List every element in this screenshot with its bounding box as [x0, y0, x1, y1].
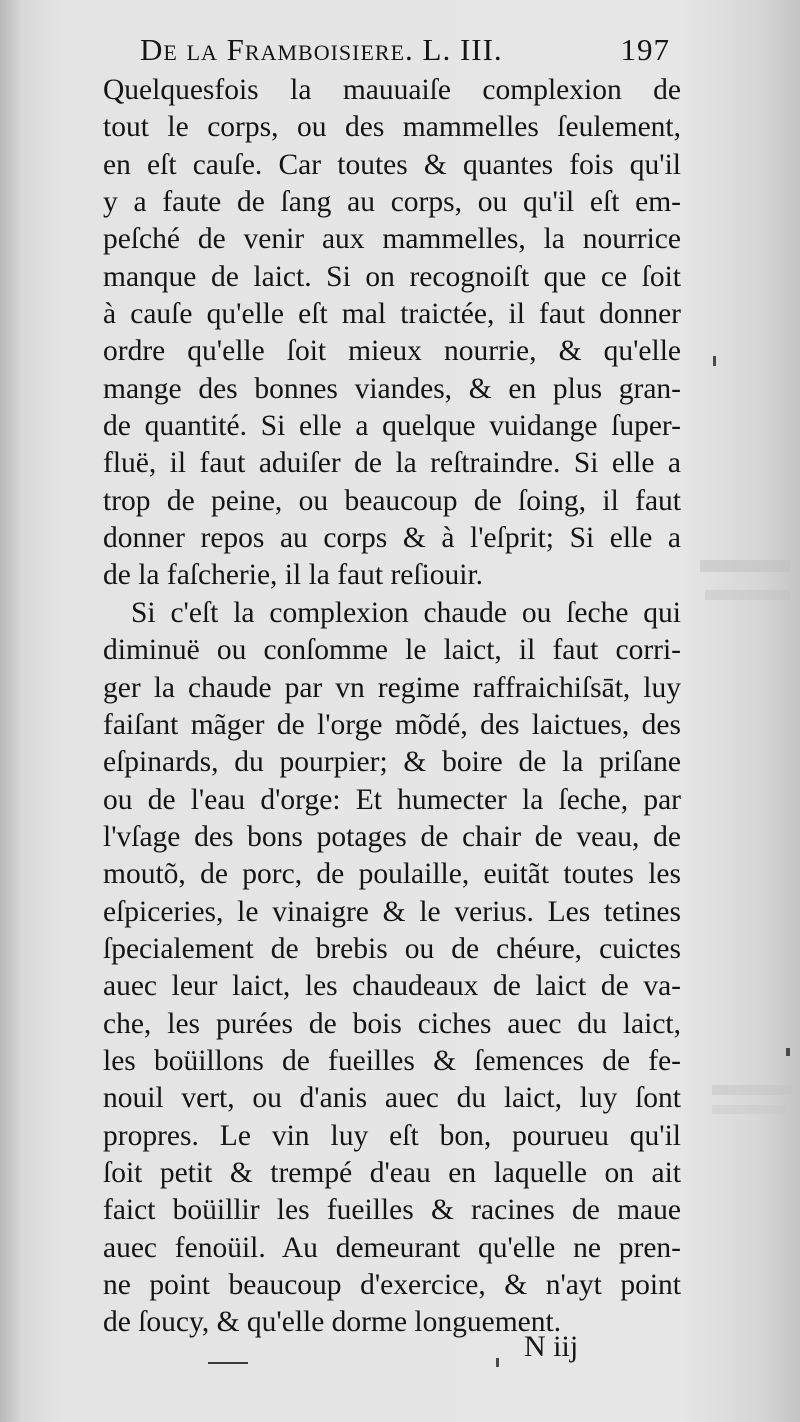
text-line: mange des bonnes viandes, & en plus gran- — [103, 372, 681, 405]
text-line: Quelquesfois la mauuaiſe complexion de — [103, 74, 681, 106]
footer-rule — [208, 1362, 248, 1364]
page-number: 197 — [620, 32, 670, 67]
text-line: donner repos au corps & à l'eſprit; Si elle a — [103, 522, 681, 555]
text-line: ordre qu'elle ſoit mieux nourrie, & qu'elle — [103, 335, 681, 368]
text-line: faiſant mãger de l'orge mõdé, des laictues, des — [103, 708, 681, 741]
paragraph — [103, 72, 681, 595]
running-header — [140, 32, 670, 72]
running-title: De la Framboisiere. L. III. — [140, 32, 503, 67]
text-line: peſché de venir aux mammelles, la nourrice — [103, 223, 681, 256]
text-line: manque de laict. Si on recognoiſt que ce ſoit — [103, 260, 681, 293]
text-line: fluë, il faut aduiſer de la reſtraindre. Si elle a — [103, 447, 681, 480]
show-through-shadow — [700, 560, 790, 572]
text-line: auec leur laict, les chaudeaux de laict de va- — [103, 970, 681, 1003]
text-line: faict boüillir les fueilles & racines de maue — [103, 1194, 681, 1227]
ink-speck — [786, 1048, 790, 1056]
text-line: eſpiceries, le vinaigre & le verius. Les tetines — [103, 895, 681, 928]
text-line: ou de l'eau d'orge: Et humecter la ſeche, par — [103, 783, 681, 816]
text-line: Si c'eſt la complexion chaude ou ſeche qui — [131, 596, 681, 629]
text-line: trop de peine, ou beaucoup de ſoing, il faut — [103, 484, 681, 517]
text-line: ſpecialement de brebis ou de chéure, cuictes — [103, 932, 681, 965]
text-line: l'vſage des bons potages de chair de veau, de — [103, 820, 681, 853]
text-line: les boüillons de fueilles & ſemences de fe- — [103, 1044, 681, 1077]
text-line: à cauſe qu'elle eſt mal traictée, il faut donner — [103, 298, 681, 331]
text-line: propres. Le vin luy eſt bon, pourueu qu'il — [103, 1119, 681, 1152]
show-through-shadow — [712, 1085, 792, 1095]
ink-speck — [713, 356, 716, 366]
text-line: ſoit petit & trempé d'eau en laquelle on ait — [103, 1156, 681, 1189]
text-line: ne point beaucoup d'exercice, & n'ayt point — [103, 1269, 681, 1301]
ink-speck — [496, 1358, 499, 1367]
text-line: de la faſcherie, il la faut reſiouir. — [103, 559, 484, 592]
text-line: eſpinards, du pourpier; & boire de la priſane — [103, 746, 681, 779]
text-line: tout le corps, ou des mammelles ſeulement, — [103, 111, 681, 144]
show-through-shadow — [712, 1105, 787, 1114]
text-line: che, les purées de bois ciches auec du laict, — [103, 1007, 681, 1040]
text-line: y a faute de ſang au corps, ou qu'il eſt em- — [103, 186, 681, 219]
text-line: diminuë ou conſomme le laict, il faut corri- — [103, 634, 681, 667]
text-line: ger la chaude par vn regime raffraichiſsāt, luy — [103, 671, 681, 704]
page-body — [103, 72, 681, 1342]
text-line: moutõ, de porc, de poulaille, euitãt toutes les — [103, 858, 681, 891]
text-line: de ſoucy, & qu'elle dorme longuement. — [103, 1306, 562, 1339]
text-line: nouil vert, ou d'anis auec du laict, luy ſont — [103, 1082, 681, 1115]
signature-mark: N iij — [524, 1330, 579, 1363]
text-line: auec fenoüil. Au demeurant qu'elle ne pren- — [103, 1231, 681, 1264]
show-through-shadow — [705, 590, 790, 600]
text-line: en eſt cauſe. Car toutes & quantes fois qu'il — [103, 148, 681, 181]
paragraph — [103, 595, 681, 1342]
text-line: de quantité. Si elle a quelque vuidange ſuper- — [103, 410, 681, 443]
